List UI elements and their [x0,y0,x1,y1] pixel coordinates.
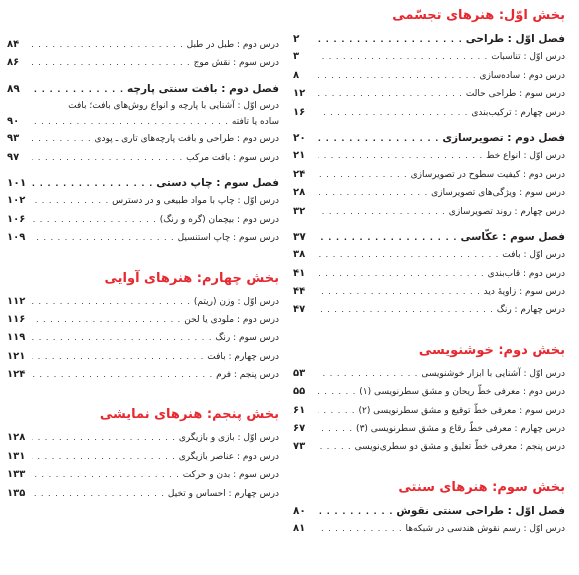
dot-leader [32,485,165,503]
toc-lesson-entry[interactable] [293,383,565,401]
part-5-title: بخش پنجم: هنرهای نمایشی [99,407,279,423]
lesson-label: درس دوم : طراحی و بافت پارچه‌های تاری ـ پودی [94,134,279,145]
dot-leader [318,383,356,401]
dot-leader [32,211,157,229]
page-number: ۴۴ [293,286,306,298]
chapter-block [7,174,279,248]
part-1-title: بخش اوّل: هنرهای تجسّمی [392,8,565,23]
dot-leader [318,85,463,103]
page-number: ۹۰ [7,116,20,128]
toc-lesson-entry[interactable] [293,203,565,221]
dot-leader [32,366,213,384]
part-4-title: بخش چهارم: هنرهای آوایی [104,270,279,286]
lesson-label: درس سوم : معرفی خطّ توقیع و مشق سطرنویسی (۲) [358,405,565,416]
dot-leader [318,520,403,538]
toc-lesson-entry[interactable] [7,448,279,466]
lesson-label: درس چهارم : رنگ [496,305,565,316]
chapter-label: فصل اوّل : طراحی [465,33,565,45]
dot-leader [318,365,418,383]
page-number: ۶۷ [293,423,306,435]
page-number: ۴۱ [293,267,306,279]
dot-leader [32,54,191,72]
chapter-label: فصل دوم : تصویرسازی [442,131,565,144]
toc-lesson-entry[interactable] [293,283,565,301]
page-number: ۳۷ [293,230,306,243]
dot-leader [32,175,153,193]
lesson-label: درس سوم : بافت مرکب [186,152,279,163]
lesson-label: درس سوم : رنگ [215,333,279,344]
spacer [7,255,279,271]
page-number: ۴۷ [293,304,306,316]
dot-leader [318,402,355,420]
lesson-label: درس اوّل : چاپ با مواد طبیعی و در دسترس [112,196,279,207]
dot-leader [32,192,109,210]
lesson-label-continued: ساده یا تافته [231,117,279,128]
dot-leader [318,147,483,165]
lesson-label: درس اوّل : بازی و بازیگری [178,433,279,444]
toc-chapter-entry[interactable] [293,502,565,520]
page-number: ۳۸ [293,249,306,261]
chapter-block [293,30,565,122]
part-3-title: بخش سوم: هنرهای سنتی [398,479,565,495]
toc-lesson-entry[interactable] [293,402,565,420]
page-number: ۱۳۵ [7,487,26,499]
lesson-label: درس اوّل : رسم نقوش هندسی در شبکه‌ها [405,524,565,535]
lesson-label: درس چهارم : معرفی خطّ رقاع و مشق سطرنویسی (۳) [356,424,565,435]
toc-lesson-entry[interactable] [293,104,565,122]
lesson-label: درس پنجم : فرم [216,370,279,381]
dot-leader [318,130,439,148]
dot-leader [32,36,184,54]
lesson-label: درس سوم : نقش موج [193,58,279,69]
toc-lesson-entry-line2[interactable] [7,114,279,130]
toc-lesson-entry[interactable] [293,265,565,283]
toc-lesson-entry[interactable] [7,211,279,229]
chapter-label: فصل سوم : عکّاسی [460,230,565,243]
lesson-label: درس سوم : زاویهٔ دید [483,287,565,298]
dot-leader [318,203,446,221]
lesson-label: درس دوم : قاب‌بندی [487,268,565,279]
lesson-label: درس چهارم : احساس و تخیل [167,488,279,499]
dot-leader [318,265,485,283]
chapter-block [7,293,279,385]
lesson-label: درس چهارم : روند تصویرسازی [448,206,565,217]
page-number: ۶۱ [293,404,306,416]
dot-leader [318,420,353,438]
dot-leader [318,166,408,184]
dot-leader [318,301,494,319]
page-number: ۱۰۲ [7,195,26,207]
toc-lesson-entry[interactable] [7,149,279,167]
lesson-label: درس چهارم : ترکیب‌بندی [471,107,565,118]
toc-chapter-entry[interactable] [7,174,279,192]
toc-lesson-entry[interactable] [293,420,565,438]
page-number: ۵۳ [293,367,306,379]
page-number: ۵۵ [293,386,306,398]
page-number: ۸۴ [7,39,20,50]
chapter-label: فصل دوم : بافت سنتی پارچه [127,82,279,95]
page-number: ۱۲۸ [7,432,26,444]
lesson-label: درس اوّل : انواع خط [486,151,565,162]
dot-leader [32,429,176,447]
dot-leader [318,246,499,264]
toc-lesson-entry[interactable] [293,147,565,165]
dot-leader [318,104,468,122]
lesson-label: درس سوم : طراحی حالت [465,89,565,100]
chapter-block [293,365,565,457]
page-number: ۱۲۴ [7,369,26,381]
lesson-label: درس دوم : ساده‌سازی [479,70,565,81]
toc-lesson-entry[interactable] [293,520,565,538]
page-number: ۱۶ [293,106,306,118]
page-number: ۲۰ [293,131,306,144]
dot-leader [318,31,463,49]
toc-lesson-entry[interactable] [293,301,565,319]
lesson-label: درس دوم : کیفیت سطوح در تصویرسازی [410,169,565,180]
dot-leader [32,130,92,148]
lesson-label: درس دوم : بیچمان (گره و رنگ) [159,214,279,225]
toc-chapter-entry[interactable] [293,30,565,48]
page-number: ۸۶ [7,57,20,69]
dot-leader [32,448,176,466]
toc-chapter-entry[interactable] [293,129,565,147]
toc-lesson-entry[interactable] [7,36,279,54]
page-number: ۱۳۳ [7,469,26,481]
dot-leader [32,81,124,99]
lesson-label: درس اوّل : تناسبات [491,52,565,63]
dot-leader [32,293,191,311]
toc-lesson-entry[interactable] [293,246,565,264]
dot-leader [318,438,352,456]
dot-leader [32,149,183,167]
page-number: ۱۱۲ [7,295,26,307]
dot-leader [32,229,175,247]
toc-lesson-entry[interactable] [293,67,565,85]
page-number: ۱۲۱ [7,350,26,362]
toc-right-column [293,8,565,546]
page-number: ۸ [293,69,300,81]
page-number: ۸۱ [293,523,306,535]
lesson-label: درس چهارم : بافت [207,351,279,362]
dot-leader [318,229,457,247]
toc-lesson-entry[interactable] [7,348,279,366]
page-number: ۳۲ [293,205,306,217]
page-number: ۷۳ [293,441,306,453]
toc-chapter-entry[interactable] [293,228,565,246]
page-number: ۱۱۶ [7,313,26,325]
toc-lesson-entry[interactable] [293,438,565,456]
dot-leader [318,503,393,521]
dot-leader [32,348,204,366]
toc-lesson-entry[interactable] [7,329,279,347]
toc-lesson-entry[interactable] [7,54,279,72]
dot-leader [318,184,428,202]
dot-leader [318,283,481,301]
lesson-label: درس اوّل : آشنایی با پارچه و انواع روش‌های بافت؛ بافت [68,101,279,112]
dot-leader [32,329,212,347]
lesson-label: درس اوّل : بافت [502,250,565,261]
dot-leader [32,466,180,484]
toc-lesson-entry[interactable] [7,130,279,148]
lesson-label: درس دوم : معرفی خطّ ریحان و مشق سطرنویسی (۱) [359,387,565,398]
page-number: ۱۰۶ [7,213,26,225]
dot-leader [32,311,181,329]
chapter-label: فصل سوم : چاپ دستی [156,176,279,189]
part-2-title: بخش دوم: خوشنویسی [418,342,565,358]
dot-leader [318,67,476,85]
lesson-label: درس سوم : بدن و حرکت [182,470,279,481]
chapter-label: فصل اوّل : طراحی سنتی نقوش [396,504,565,517]
toc-lesson-entry[interactable] [293,166,565,184]
page-number: ۲۱ [293,150,306,162]
dot-leader [318,48,488,66]
page-number: ۹۷ [7,151,20,163]
lesson-label: درس سوم : چاپ استنسیل [177,233,279,244]
toc-lesson-entry[interactable] [293,48,565,66]
lesson-label: درس اوّل : آشنایی با ابزار خوشنویسی [421,368,565,379]
chapter-block [7,80,279,167]
toc-lesson-entry-line1[interactable] [7,98,279,114]
lesson-label: درس دوم : طبل در طبل [186,40,279,50]
page-number: ۱۲ [293,88,306,100]
toc-lesson-entry[interactable] [7,293,279,311]
spacer [293,464,565,480]
page-number: ۳ [293,51,300,63]
lesson-label: درس اوّل : وزن (ریتم) [193,296,279,307]
chapter-block [293,228,565,320]
toc-lesson-entry[interactable] [7,311,279,329]
toc-lesson-entry[interactable] [293,184,565,202]
chapter-block [7,36,279,73]
page-number: ۱۰۹ [7,232,26,244]
toc-left-column [7,36,279,510]
toc-chapter-entry[interactable] [7,80,279,98]
page-number: ۱۳۱ [7,450,26,462]
spacer [293,327,565,343]
toc-lesson-entry[interactable] [7,466,279,484]
toc-lesson-entry[interactable] [7,229,279,247]
spacer [7,391,279,407]
page-number: ۸۹ [7,82,20,95]
page-number: ۲۸ [293,187,306,199]
toc-lesson-entry[interactable] [7,366,279,384]
page-number: ۸۰ [293,504,306,517]
page-number: ۱۰۱ [7,176,27,189]
toc-lesson-entry[interactable] [293,85,565,103]
chapter-block [293,129,565,221]
toc-lesson-entry[interactable] [7,485,279,503]
toc-lesson-entry[interactable] [7,429,279,447]
lesson-label: درس دوم : عناصر بازیگری [178,451,279,462]
chapter-block [293,502,565,539]
chapter-block [7,429,279,503]
page-number: ۹۳ [7,133,20,145]
page-number: ۱۱۹ [7,332,26,344]
lesson-label: درس دوم : ملودی یا لحن [184,314,279,325]
lesson-label: درس پنجم : معرفی خطّ تعلیق و مشق دو سطری‌نویسی [354,442,565,453]
toc-lesson-entry[interactable] [7,192,279,210]
dot-leader [32,114,229,130]
toc-lesson-entry[interactable] [293,365,565,383]
page-number: ۲ [293,33,300,45]
page-number: ۲۴ [293,168,306,180]
lesson-label: درس سوم : ویژگی‌های تصویرسازی [431,188,565,199]
